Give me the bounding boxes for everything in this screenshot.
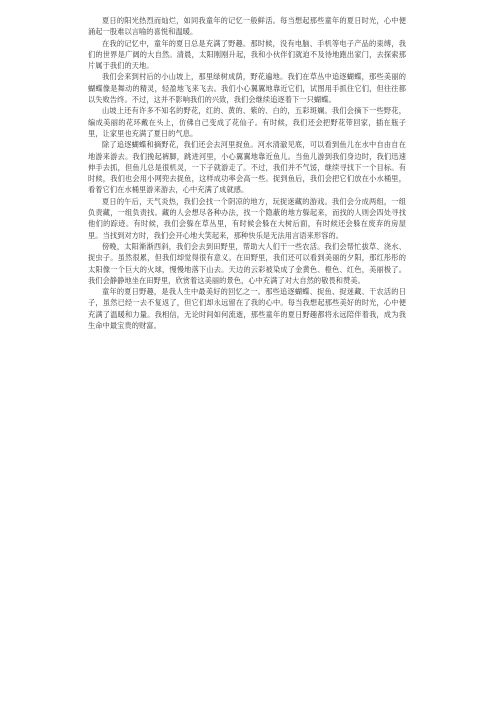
document-body xyxy=(88,15,406,331)
paragraph-1: 夏日的阳光热烈而灿烂，如同我童年的记忆一般鲜活。每当想起那些童年的夏日时光，心中便涌起一股难以言喻的喜悦和温暖。 xyxy=(88,16,406,37)
paragraph-2: 在我的记忆中，童年的夏日总是充满了野趣。那时候，没有电脑、手机等电子产品的束缚，我们的世界是广阔的大自然。清晨，太阳刚刚升起，我和小伙伴们就迫不及待地跑出家门，去探索那片属于我们的天地。 xyxy=(88,38,406,71)
paragraph-6: 夏日的午后，天气炎热，我们会找一个阴凉的地方，玩捉迷藏的游戏。我们会分成两组，一组负责藏，一组负责找。藏的人会想尽各种办法，找一个隐蔽的地方躲起来，而找的人则会四处寻找他们的踪迹。有时候，我们会躲在草丛里，有时候会躲在大树后面，有时候还会躲在废弃的房屋里。当找到对方时，我们会开心地大笑起来，那种快乐是无法用言语来形容的。 xyxy=(88,196,406,240)
paragraph-3: 我们会来到村后的小山坡上，那里绿树成荫，野花遍地。我们在草丛中追逐蝴蝶，那些美丽的蝴蝶像是舞动的精灵，轻盈地飞来飞去。我们小心翼翼地靠近它们，试图用手抓住它们，但往往都以失败告终。不过，这并不影响我们的兴致，我们会继续追逐着下一只蝴蝶。 xyxy=(88,72,406,105)
paragraph-8: 童年的夏日野趣，是我人生中最美好的回忆之一。那些追逐蝴蝶、捉鱼、捉迷藏、干农活的日子，虽然已经一去不复返了，但它们却永远留在了我的心中。每当我想起那些美好的时光，心中便充满了温暖和力量。我相信，无论时间如何流逝，那些童年的夏日野趣都将永远陪伴着我，成为我生命中最宝贵的财富。 xyxy=(88,287,406,331)
paragraph-7: 傍晚，太阳渐渐西斜，我们会去到田野里，帮助大人们干一些农活。我们会帮忙拔草、浇水、捉虫子。虽然很累，但我们却觉得很有意义。在田野里，我们还可以看到美丽的夕阳，那红彤彤的太阳像一个巨大的火球，慢慢地落下山去。天边的云彩被染成了金黄色、橙色、红色，美丽极了。我们会静静地坐在田野里，欣赏着这美丽的景色，心中充满了对大自然的敬畏和赞美。 xyxy=(88,241,406,285)
paragraph-4: 山坡上还有许多不知名的野花，红的、黄的、紫的、白的，五彩斑斓。我们会摘下一些野花，编成美丽的花环戴在头上，仿佛自己变成了花仙子。有时候，我们还会把野花带回家，插在瓶子里，让家里也充满了夏日的气息。 xyxy=(88,106,406,138)
paragraph-5: 除了追逐蝴蝶和摘野花，我们还会去河里捉鱼。河水清澈见底，可以看到鱼儿在水中自由自在地游来游去。我们挽起裤脚，跳进河里，小心翼翼地靠近鱼儿。当鱼儿游到我们身边时，我们迅速伸手去抓，但鱼儿总是很机灵，一下子就游走了。不过，我们并不气馁，继续寻找下一个目标。有时候，我们也会用小网兜去捉鱼，这样成功率会高一些。捉到鱼后，我们会把它们放在小水桶里，看着它们在水桶里游来游去，心中充满了成就感。 xyxy=(88,140,406,195)
